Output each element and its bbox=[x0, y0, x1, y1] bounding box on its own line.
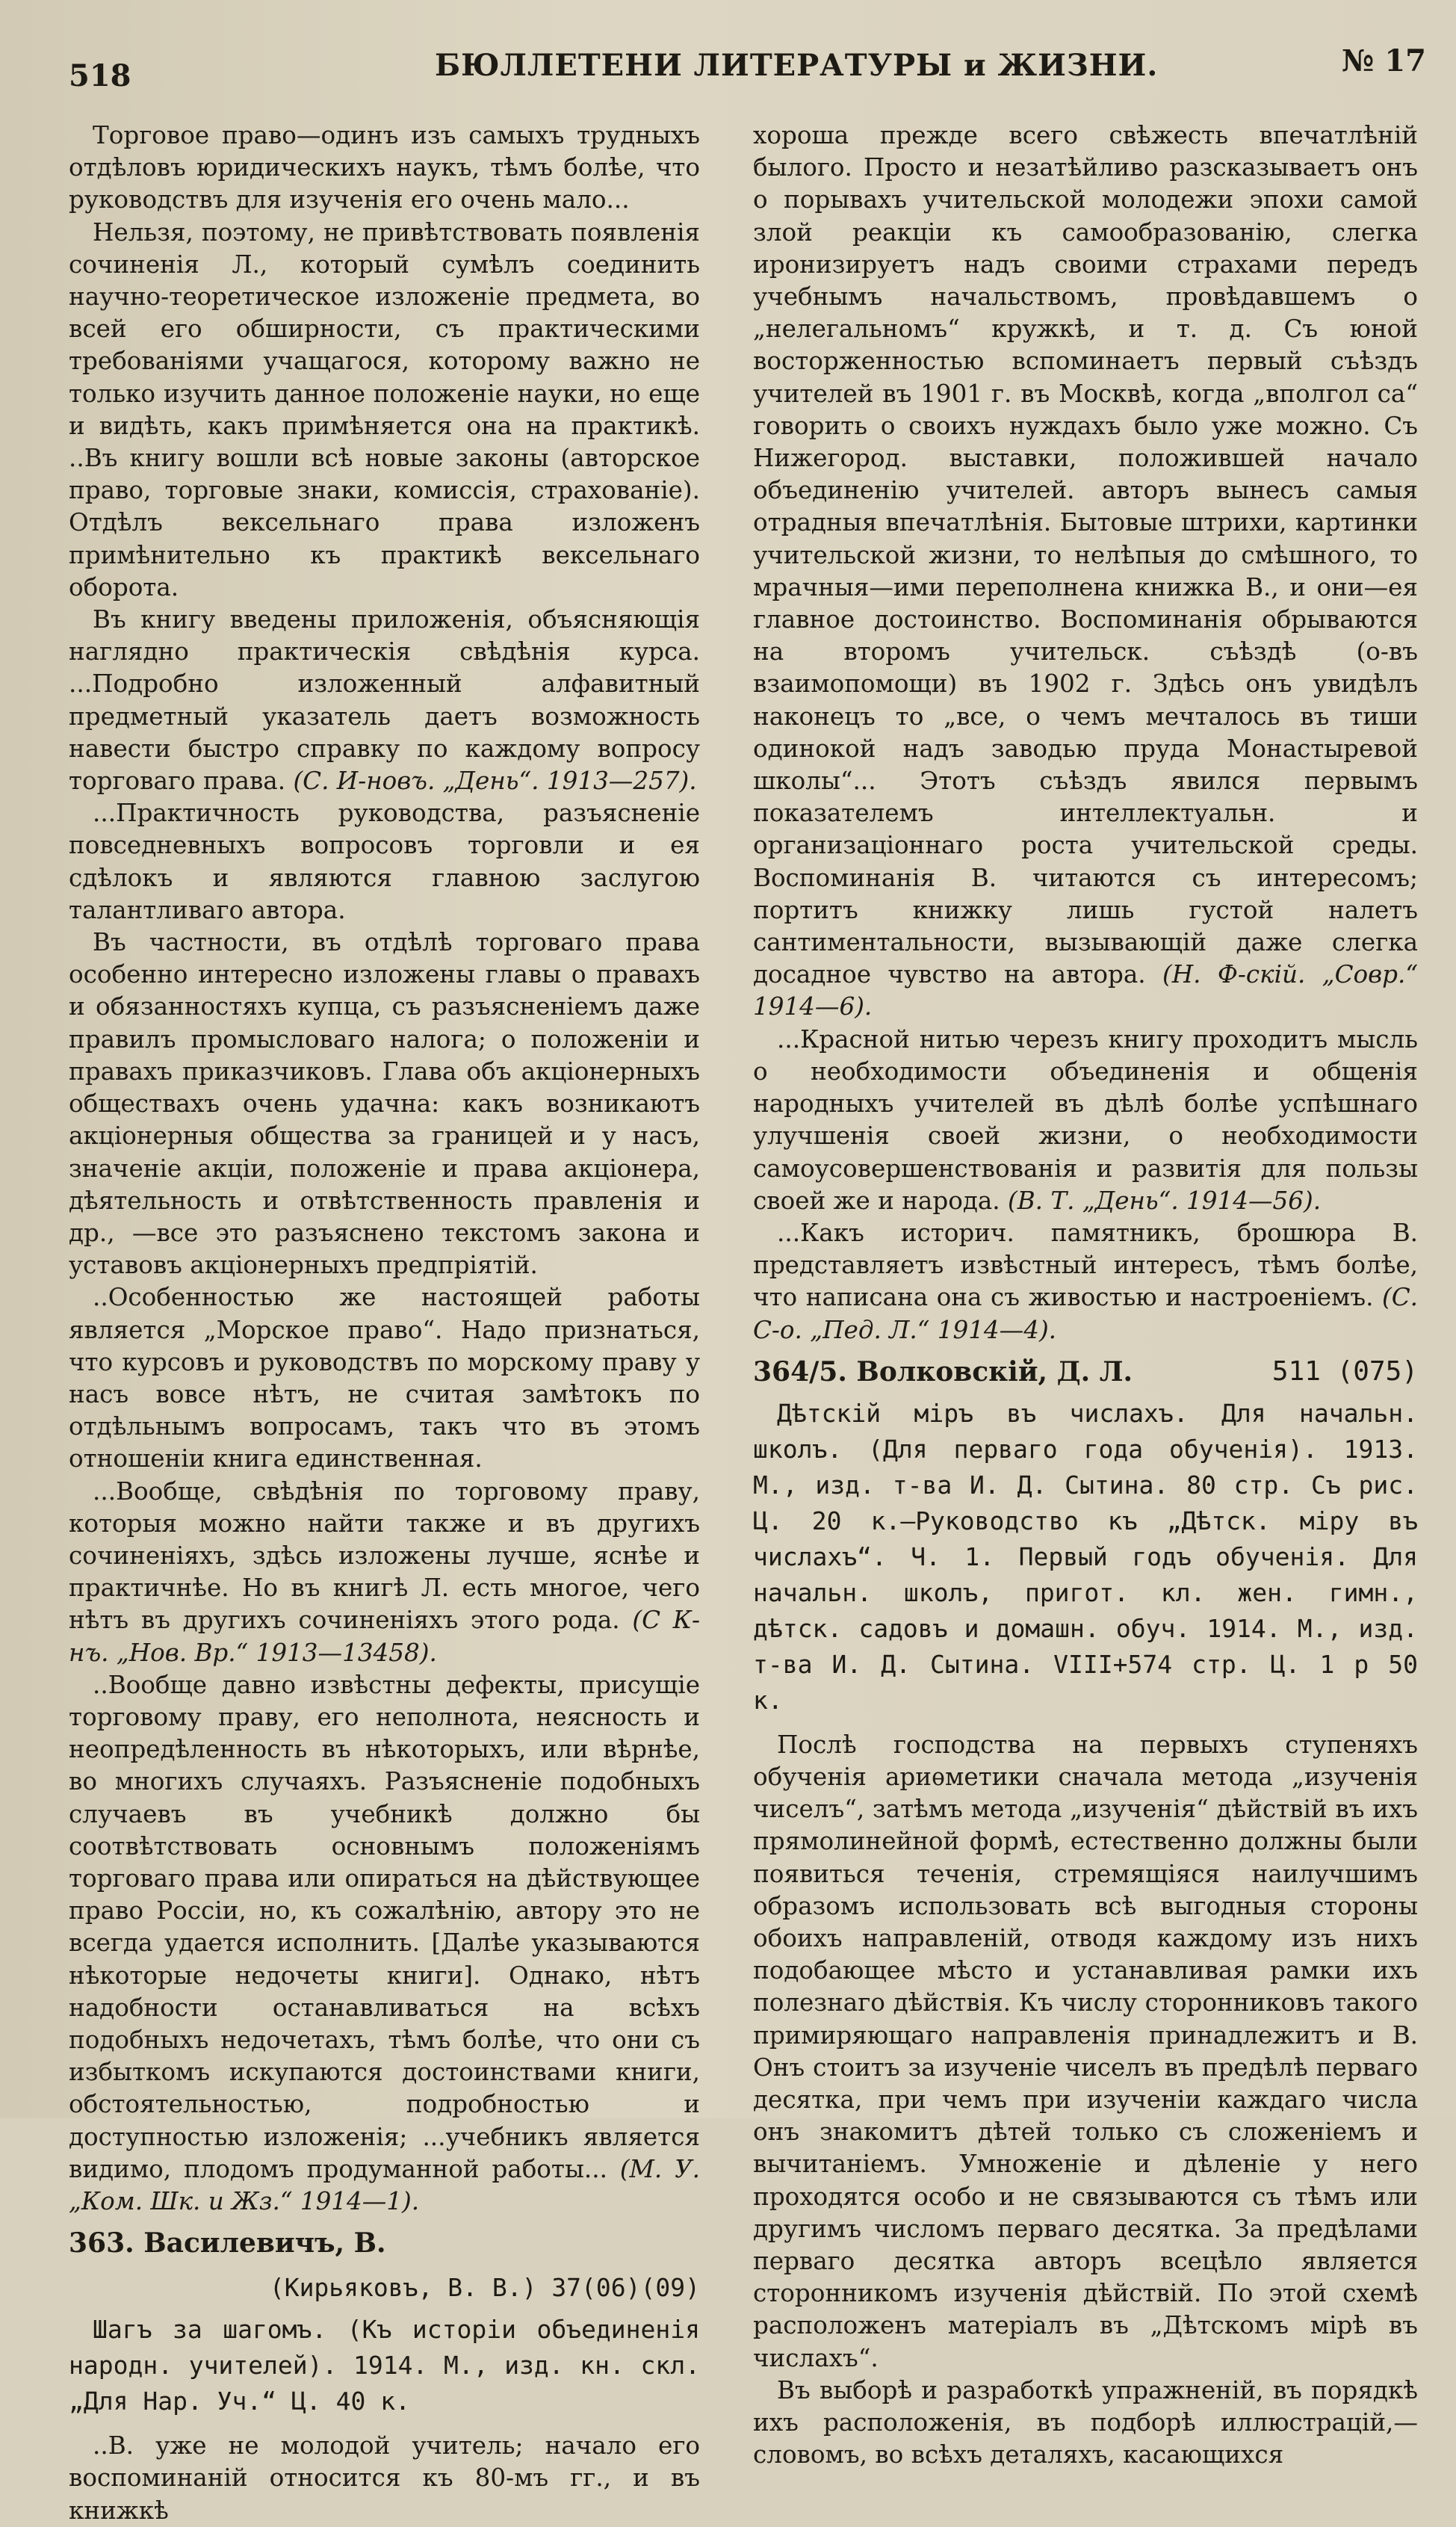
paragraph bbox=[753, 1217, 1418, 1346]
bibliographic-record-363: Шагъ за шагомъ. (Къ исторіи объединенія народн. учителей). 1914. М., изд. кн. скл. „Для Нар. Уч.“ Ц. 40 к. bbox=[69, 2315, 700, 2416]
paragraph bbox=[753, 120, 1418, 1024]
page-header bbox=[69, 37, 1426, 93]
paragraph: Послѣ господства на первыхъ ступеняхъ обученія ариѳметики сначала метода „изученія чиселъ“, затѣмъ метода „изученія“ дѣйствій въ ихъ прямолинейной формѣ, естественно должны были появиться теченія, стремящіяся наилучшимъ образомъ использовать всѣ выгодныя стороны обоихъ направленій, отводя каждому изъ нихъ подобающее мѣсто и устанавливая рамки ихъ полезнаго дѣйствія. Къ числу сторонниковъ такого примиряющаго направленія принадлежитъ и В. Онъ стоитъ за изученіе чиселъ въ предѣлѣ перваго десятка, при чемъ при изученіи каждаго числа онъ знакомитъ дѣтей только съ сложеніемъ и вычитаніемъ. Умноженіе и дѣленіе у него проходятся особо и не связываются съ тѣмъ или другимъ числомъ перваго десятка. За предѣлами перваго десятка авторъ всецѣло является сторонникомъ изученія дѣйствій. По этой схемѣ расположенъ матеріалъ въ „Дѣтскомъ мірѣ въ числахъ“. bbox=[753, 1730, 1418, 2372]
right-column bbox=[753, 120, 1418, 2469]
entry-heading-363: 363. Василевичъ, В. bbox=[69, 2227, 386, 2260]
paragraph-text: Въ книгу введены приложенія, объясняющія наглядно практическія свѣдѣнія курса. ...Подробно изложенный алфавитный предметный указатель даетъ возможность навести быстро справку по каждому вопросу торговаго права. bbox=[69, 605, 700, 796]
paragraph bbox=[69, 1669, 700, 2218]
paragraph: Нельзя, поэтому, не привѣтствовать появленія сочиненія Л., который сумѣлъ соединить научно-теоретическое изложеніе предмета, во всей его обширности, съ практическими требованіями учащагося, которому важно не только изучить данное положеніе науки, но еще и видѣть, какъ примѣняется она на практикѣ. ..Въ книгу вошли всѣ новые законы (авторское право, торговые знаки, комиссія, страхованіе). Отдѣлъ вексельнаго права изложенъ примѣнительно къ практикѣ вексельнаго оборота. bbox=[69, 217, 700, 601]
issue-number: № 17 bbox=[1341, 43, 1426, 78]
page-number: 518 bbox=[69, 58, 131, 93]
entry-author-364: 364/5. Волковскій, Д. Л. bbox=[753, 1355, 1133, 1388]
paragraph: ..Особенностью же настоящей работы является „Морское право“. Надо признаться, что курсовъ и руководствъ по морскому праву у насъ вовсе нѣтъ, не считая замѣтокъ по отдѣльнымъ вопросамъ, такъ что въ этомъ отношеніи книга единственная. bbox=[69, 1283, 700, 1473]
paragraph bbox=[69, 1476, 700, 1669]
paragraph-text: ..Вообще давно извѣстны дефекты, присущіе торговому праву, его неполнота, неясность и неопредѣленность въ нѣкоторыхъ, или вѣрнѣе, во многихъ случаяхъ. Разъясненіе подобныхъ случаевъ въ учебникѣ должно бы соотвѣтствовать основнымъ положеніямъ торговаго права или опираться на дѣйствующее право Россіи, но, къ сожалѣнію, автору это не всегда удается исполнить. [Далѣе указываются нѣкоторые недочеты книги]. Однако, нѣтъ надобности останавливаться на всѣхъ подобныхъ недочетахъ, тѣмъ болѣе, что они съ избыткомъ искупаются достоинствами книги, обстоятельностью, подробностью и доступностью изложенія; ...учебникъ является видимо, плодомъ продуманной работы... bbox=[69, 1670, 700, 2183]
paragraph: Въ частности, въ отдѣлѣ торговаго права особенно интересно изложены главы о правахъ и обязанностяхъ купца, съ разъясненіемъ даже правилъ промысловаго налога; о положеніи и правахъ приказчиковъ. Глава объ акціонерныхъ обществахъ очень удачна: какъ возникаютъ акціонерныя общества за границей и у насъ, значеніе акціи, положеніе и права акціонера, дѣятельность и отвѣтственность правленія и др., —все это разъяснено текстомъ закона и уставовъ акціонерныхъ предпріятій. bbox=[69, 928, 700, 1280]
paragraph: ...Практичность руководства, разъясненіе повседневныхъ вопросовъ торговли и ея сдѣлокъ и являются главною заслугою талантливаго автора. bbox=[69, 799, 700, 924]
entry-classification-363: (Кирьяковъ, В. В.) 37(06)(09) bbox=[269, 2273, 700, 2303]
entry-heading-364 bbox=[753, 1354, 1418, 1390]
source-citation: (Н. Ф-скій. „Совр.“ 1914—6). bbox=[753, 960, 1418, 1021]
source-citation: (С К-нъ. „Нов. Вр.“ 1913—13458). bbox=[69, 1606, 700, 1667]
paragraph-text: ...Какъ историч. памятникъ, брошюра В. представляетъ извѣстный интересъ, тѣмъ болѣе, что написана она съ живостью и настроеніемъ. bbox=[753, 1218, 1418, 1312]
source-citation: (М. У. „Ком. Шк. и Жз.“ 1914—1). bbox=[69, 2154, 700, 2215]
source-citation: (С. И-новъ. „День“. 1913—257). bbox=[293, 767, 697, 796]
source-citation: (В. Т. „День“. 1914—56). bbox=[1008, 1186, 1322, 1215]
running-title: БЮЛЛЕТЕНИ ЛИТЕРАТУРЫ и ЖИЗНИ. bbox=[435, 48, 1159, 83]
entry-classification-364: 511 (075) bbox=[1271, 1355, 1418, 1387]
paragraph-text: ...Красной нитью черезъ книгу проходитъ мысль о необходимости объединенія и общенія народныхъ учителей въ дѣлѣ болѣе успѣшнаго улучшенія своей жизни, о необходимости самоусовершенствованія и развитія для пользы своей же и народа. bbox=[753, 1024, 1418, 1215]
source-citation: (С. С-о. „Пед. Л.“ 1914—4). bbox=[753, 1283, 1418, 1344]
paragraph: Въ выборѣ и разработкѣ упражненій, въ порядкѣ ихъ расположенія, въ подборѣ иллюстрацій,—словомъ, во всѣхъ деталяхъ, касающихся bbox=[753, 2375, 1418, 2469]
paragraph-text: ...Вообще, свѣдѣнія по торговому праву, которыя можно найти также и въ другихъ сочиненіяхъ, здѣсь изложены лучше, яснѣе и практичнѣе. Но въ книгѣ Л. есть многое, чего нѣтъ въ другихъ сочиненіяхъ этого рода. bbox=[69, 1476, 700, 1635]
paragraph bbox=[69, 604, 700, 797]
left-column bbox=[69, 120, 700, 2525]
bibliographic-record-364: Дѣтскій міръ въ числахъ. Для начальн. школъ. (Для перваго года обученія). 1913. М., изд. т-ва И. Д. Сытина. 80 стр. Съ рис. Ц. 20 к.—Руководство къ „Дѣтск. міру въ числахъ“. Ч. 1. Первый годъ обученія. Для начальн. школъ, пригот. кл. жен. гимн., дѣтск. садовъ и домашн. обуч. 1914. М., изд. т-ва И. Д. Сытина. VIII+574 стр. Ц. 1 р 50 к. bbox=[753, 1398, 1418, 1715]
paragraph: ..В. уже не молодой учитель; начало его воспоминаній относится къ 80-мъ гг., и въ книжкѣ bbox=[69, 2431, 700, 2525]
paragraph bbox=[753, 1024, 1418, 1217]
paragraph: Торговое право—одинъ изъ самыхъ трудныхъ отдѣловъ юридическихъ наукъ, тѣмъ болѣе, что руководствъ для изученія его очень мало... bbox=[69, 121, 700, 214]
paragraph-text: хороша прежде всего свѣжесть впечатлѣній былого. Просто и незатѣйливо разсказываетъ онъ о порывахъ учительской молодежи эпохи самой злой реакціи къ самообразованію, слегка иронизируетъ надъ своими страхами передъ учебнымъ начальствомъ, провѣдавшемъ о „нелегальномъ“ кружкѣ, и т. д. Съ юной восторженностью вспоминаетъ первый съѣздъ учителей въ 1901 г. въ Москвѣ, когда „вполгол са“ говорить о своихъ нуждахъ было уже можно. Съ Нижегород. выставки, положившей начало объединенію учителей. авторъ вынесъ самыя отрадныя впечатлѣнія. Бытовые штрихи, картинки учительской жизни, то нелѣпыя до смѣшного, то мрачныя—ими переполнена книжка В., и они—ея главное достоинство. Воспоминанія обрываются на второмъ учительск. съѣздѣ (о-въ взаимопомощи) въ 1902 г. Здѣсь онъ увидѣлъ наконецъ то „все, о чемъ мечталось въ тиши одинокой надъ заводью пруда Монастыревой школы“... Этотъ съѣздъ явился первымъ показателемъ интеллектуальн. и организаціоннаго роста учительской среды. Воспоминанія В. читаются съ интересомъ; портитъ книжку лишь густой налетъ сантиментальности, вызывающій даже слегка досадное чувство на автора. bbox=[753, 121, 1418, 989]
